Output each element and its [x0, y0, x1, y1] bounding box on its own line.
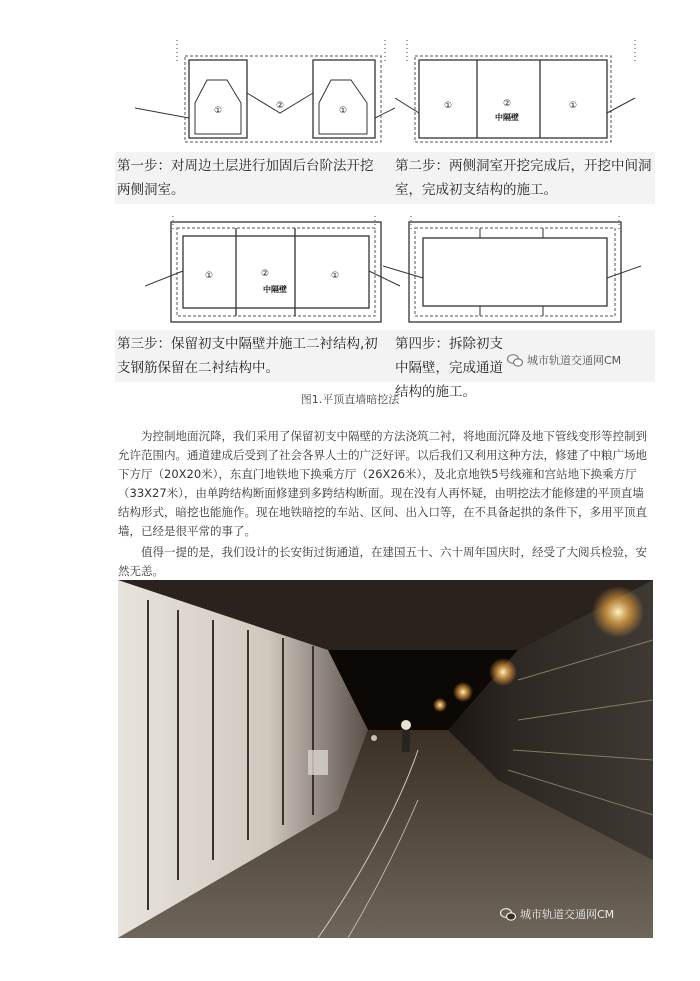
step2-wall-label: 中隔壁	[495, 113, 519, 122]
step2-diagram	[395, 38, 655, 148]
wechat-icon	[507, 354, 523, 367]
step4-diagram	[383, 216, 643, 326]
step2-label-right: ①	[568, 101, 578, 111]
step1-label-center: ②	[275, 101, 285, 111]
step3-wall-label: 中隔壁	[263, 285, 287, 294]
step3-label-right: ①	[330, 271, 340, 281]
body-paragraph-1: 为控制地面沉降，我们采用了保留初支中隔壁的方法浇筑二衬，将地面沉降及地下管线变形等控制到允许范围内。通道建成后受到了社会各界人士的广泛好评。以后我们又利用这种方法，修建了中粮广场地下方厅（20X20米），东直门地铁地下换乘方厅（26X26米），及北京地铁5号线雍和宫站地下换乘方厅（33X27米），由单跨结构断面修建到多跨结构断面。现在没有人再怀疑，由明挖法才能修建的平顶直墙结构形式，暗挖也能施作。现在地铁暗挖的车站、区间、出入口等，在不具备起拱的条件下，多用平顶直墙，已经是很平常的事了。	[118, 429, 647, 538]
photo-watermark-text: 城市轨道交通网CM	[520, 908, 615, 921]
step1-caption: 第一步：对周边土层进行加固后台阶法开挖两侧洞室。	[117, 158, 374, 198]
figure-watermark	[507, 352, 621, 368]
step4-caption: 第四步：拆除初支中隔壁，完成通道结构的施工。	[395, 336, 503, 400]
tunnel-photo	[118, 580, 653, 938]
step2-caption: 第二步：两侧洞室开挖完成后，开挖中间洞室，完成初支结构的施工。	[395, 158, 652, 198]
wechat-icon	[500, 908, 516, 921]
figure-caption: 图1.平顶直墙暗挖法	[300, 393, 400, 406]
step1-label-left: ①	[213, 106, 223, 116]
figure-watermark-text: 城市轨道交通网CM	[527, 354, 622, 367]
step3-caption: 第三步：保留初支中隔壁并施工二衬结构,初支钢筋保留在二衬结构中。	[117, 336, 378, 376]
body-paragraph-2: 值得一提的是，我们设计的长安街过街通道，在建国五十、六十周年国庆时，经受了大阅兵检验，安然无恙。	[118, 545, 647, 578]
step2-label-left: ①	[443, 101, 453, 111]
step3-label-left: ①	[204, 271, 214, 281]
step2-label-center: ②	[502, 99, 512, 109]
step3-label-center: ②	[260, 269, 270, 279]
step1-diagram	[135, 38, 395, 148]
photo-watermark	[500, 906, 614, 922]
step1-label-right: ①	[338, 106, 348, 116]
step3-diagram	[145, 216, 405, 326]
